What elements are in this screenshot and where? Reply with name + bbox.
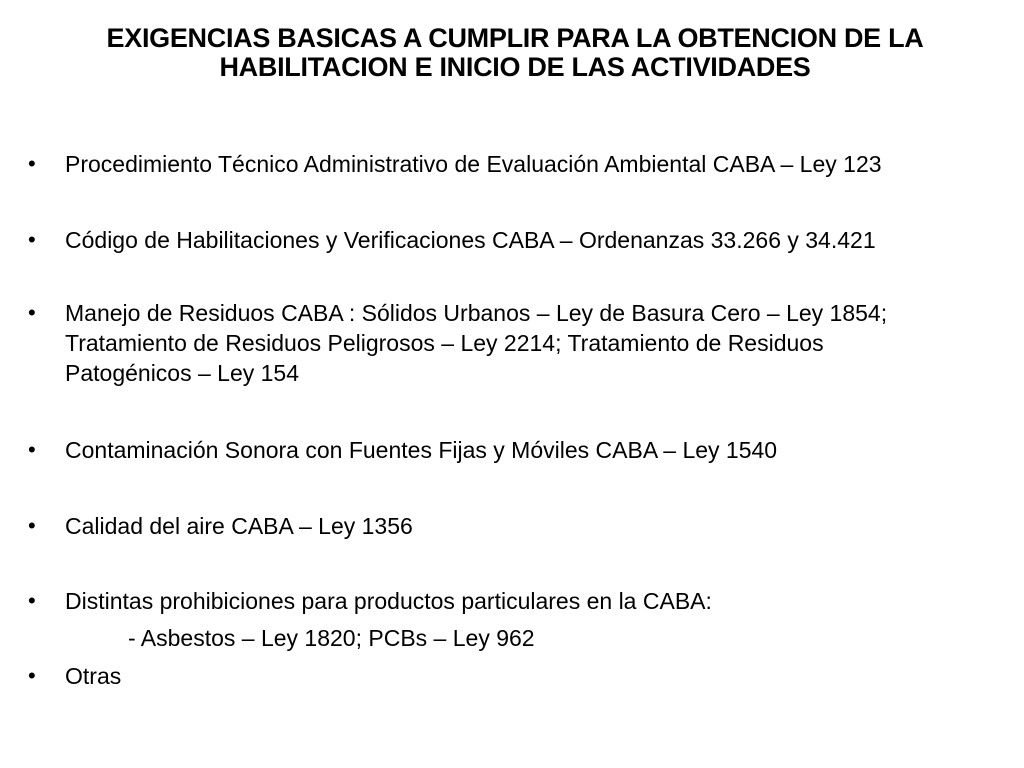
bullet-icon: •	[28, 437, 36, 462]
list-item-text: Procedimiento Técnico Administrativo de Evaluación Ambiental CABA – Ley 123	[65, 151, 882, 177]
list-item-text: Distintas prohibiciones para productos particulares en la CABA:	[65, 588, 712, 614]
list-item-calidad-aire	[65, 511, 1005, 541]
list-item-prohibiciones	[65, 586, 1005, 616]
slide-title	[40, 24, 990, 82]
list-item-prohibiciones-detail: - Asbestos – Ley 1820; PCBs – Ley 962	[128, 625, 535, 651]
list-item-text: Calidad del aire CABA – Ley 1356	[65, 513, 413, 539]
bullet-icon: •	[28, 300, 36, 325]
bullet-icon: •	[28, 151, 36, 176]
list-item-text-line-1: Manejo de Residuos CABA : Sólidos Urbanos – Ley de Basura Cero – Ley 1854;	[65, 300, 888, 326]
bullet-icon: •	[28, 588, 36, 613]
list-item-codigo-habilitaciones	[65, 225, 1005, 255]
list-item-otras	[65, 661, 1005, 691]
bullet-icon: •	[28, 513, 36, 538]
list-item-contaminacion-sonora	[65, 435, 1005, 465]
list-item-text: Código de Habilitaciones y Verificaciones CABA – Ordenanzas 33.266 y 34.421	[65, 227, 876, 253]
list-item-text: Contaminación Sonora con Fuentes Fijas y Móviles CABA – Ley 1540	[65, 437, 778, 463]
list-item-text-line-2: Tratamiento de Residuos Peligrosos – Ley 2214; Tratamiento de Residuos	[65, 330, 824, 356]
list-item-manejo-residuos	[65, 298, 1005, 388]
title-line-1: EXIGENCIAS BASICAS A CUMPLIR PARA LA OBTENCION DE LA	[106, 23, 924, 53]
list-item-evaluacion-ambiental	[65, 149, 1005, 179]
list-item-text: Otras	[65, 663, 122, 689]
title-line-2: HABILITACION E INICIO DE LAS ACTIVIDADES	[219, 52, 811, 82]
list-item-text-line-3: Patogénicos – Ley 154	[65, 360, 300, 386]
bullet-icon: •	[28, 663, 36, 688]
bullet-icon: •	[28, 227, 36, 252]
